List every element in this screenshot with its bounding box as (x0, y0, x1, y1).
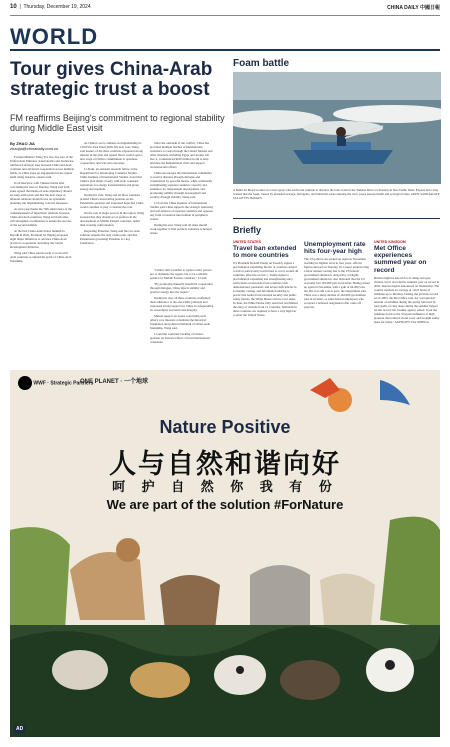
foam-boat-illustration (233, 72, 441, 184)
byline-email[interactable]: zhaojia@chinadaily.com.cn (10, 146, 59, 151)
ad-title: Nature Positive (159, 417, 291, 437)
brief-item[interactable] (374, 240, 440, 376)
photo-caption: A Delhi Jal Board worker on a boat sprays anti-surfactant solution to dissolve the toxic foam in the Yamuna River on Tuesday in New Delhi, India. Experts have long warned that the foam, caused by untreated sewage, detergents, and industrial waste entering the river, poses serious health and ecological risks. ARUN SANKAR/AFP VIA GETTY IMAGES (233, 188, 440, 200)
issue-date: Thursday, December 19, 2024 (23, 4, 91, 10)
brief-item[interactable] (304, 240, 370, 357)
byline (10, 141, 58, 151)
ad-slogan-chinese-2: 呵 护 自 然 你 我 有 份 (112, 480, 338, 495)
paragraph: Wang said China stands ready to work with Arab countries to uphold the spirit of China-Arab friendship. (10, 251, 72, 263)
advertisement[interactable] (10, 370, 440, 737)
byline-author: By ZHAO JIA (10, 141, 35, 146)
page-number: 10 (10, 4, 17, 10)
paragraph: As next year marks the 70th anniversary of the commencement of diplomatic relations between China and Arab countries, Wang and both sides will strengthen coordination to ensure the success of the second summit. (10, 207, 72, 227)
paragraph: On the role of major powers in the region, Wang stressed that they should act as partners in the development of Middle Eastern countries, rather than creating confrontation. (80, 211, 144, 227)
brief-headline: Met Office experiences summed year on record (374, 245, 427, 274)
paragraph: Li said the countries' backing of China's position on Taiwan reflects a broad international consensus. (150, 332, 210, 344)
paragraph: Li from the China Institute of International Studies said China supports the strategic autonomy and self-reliance of regional countries and opposes any form of external intervention in peripheral events. (150, 201, 214, 221)
brief-tag: UNITED STATES (233, 240, 262, 244)
section-title: WORLD (10, 24, 99, 49)
paragraph: "By promoting mutually beneficial cooperation through dialogue, China injects stability and positive energy into the region." (150, 282, 213, 294)
lead-column-2 (80, 141, 144, 360)
paragraph: "China's aim is neither to replace other powers nor to dominate the region, but to be a reliable partner for Middle Eastern countries," Li said. (150, 268, 212, 280)
paragraph: During his visit, Wang and all three countries praised China's unwavering position on the Palestinian question and expressed hope that China would continue to play a constructive role. (80, 193, 144, 209)
ad-slogan-chinese: 人与自然和谐向好 (109, 449, 341, 480)
lead-column-1 (10, 155, 74, 360)
paragraph: Foreign Minister Wang Yi's five-day tour of the United Arab Emirates, Saudi Arabia and Jordan has reinforced strategic trust between China and Arab countries and advanced cooperation across multiple fields, as China steps up engagement in the region amid rising tensions, experts said. (10, 155, 74, 179)
briefly-label: Briefly (233, 225, 262, 235)
paragraph: China encourages the international community to resolve disputes through dialogue and consultation by peaceful means, while continually strengthening regional countries' capacity and resilience for independent development, and promoting stability through development and security through stability, Wang said. (150, 171, 213, 199)
brief-tag: UNITED KINGDOM (374, 240, 406, 244)
lead-headline[interactable]: Tour gives China-Arab strategic trust a boost (10, 59, 213, 100)
masthead: CHINA DAILY 中國日報 (387, 5, 440, 11)
paragraph: During his tour, all three countries reaffirmed their adherence to the one-China principle and expressed strong support for China in safeguarding its sovereignty and territorial integrity. (150, 296, 214, 312)
brief-body: The US jobless rate picked up again in November, reaching its highest level in four years, official figures showed on Tuesday. In a report underscoring a labor market cooling due to the US federal government shutdown, delayed by a lengthy government shutdown, also indicated that the US economy lost 105,000 jobs in October. Hiring picked up again in November with a gain of 64,000 jobs, but this was still a slow pace, the Department said. There was a sharp decline of 162,000 government jobs in October, as some federal employees who accepted a deferred resignation offer came off payrolls. (304, 257, 370, 310)
brief-headline: Travel ban extended to more countries (233, 245, 297, 260)
paragraph: Mutual support on issues concerning each other's core interests constitutes the historical foundation and political hallmark of China-Arab friendship, Wang said. (150, 314, 211, 330)
news-photo[interactable] (233, 72, 441, 184)
paragraph: In an interview with Chinese media after concluding his tour on Tuesday, Wang said both sides agreed that heads-of-state diplomacy should set long-term goals and that the next stage of bilateral relations should focus on systematic planning and implementing concrete measures. (10, 181, 72, 205)
paragraph: Li Zixin, an assistant research fellow at the Department for Developing Countries Studies, China Institute of International Studies, noted that China's plan aligns closely with Arab countries' aspirations for energy transformation and green energy development. (80, 167, 142, 191)
brief-headline: Unemployment rate hits four-year high (304, 241, 366, 256)
paragraph: Since the outbreak of the conflict, China has provided multiple batches of humanitarian assistance to Gaza through the United Nations and other channels, including Egypt and Jordan. On Dec 4, it announced $100 million in aid to help alleviate the humanitarian crisis and support reconstruction efforts. (150, 141, 213, 169)
panda-icon (18, 376, 32, 390)
brief-item[interactable] (233, 240, 299, 361)
one-planet-logo: ONE PLANET · 一个地球 (80, 379, 149, 385)
ad-slogan-english: We are part of the solution #ForNature (106, 497, 344, 512)
photo-title: Foam battle (233, 58, 290, 69)
ad-label: AD (16, 726, 24, 732)
wwf-logo: WWF · Strategic Partners (18, 376, 93, 390)
page-header: 10 | Thursday, December 19, 2024 CHINA DAILY 中國日報 (10, 4, 440, 11)
paragraph: During his tour, Wang said all sides should work together to find political solutions to hotspot issues. (150, 223, 213, 235)
brief-body: Britain might be known for its damp and grey climate, but it recorded its sunniest year on record in 2025, meteorologists announced on Wednesday. The country notched an average of 1,622 hours of sunshine up to Monday, beating the previous record set in 2003, the Met Office said. An "exceptional" amount of sunshine during the spring followed by long spells of clear skies during the summer helped set the record, the weather agency added. It put the sunshine down to the "frequent influence of high pressure that reduced cloud cover and brought sunny skies for many." AGENCIES VIA XINHUA (374, 275, 440, 324)
lead-column-4 (150, 268, 214, 360)
section-rule (10, 49, 440, 51)
paragraph: At the first China-Arab States Summit in Riyadh in 2022, President Xi Jinping proposed eight major initiatives to advance China-Arab practical cooperation, including the Global Development Initiative. (10, 229, 69, 249)
header-rule (10, 15, 440, 16)
paragraph: As China is set to embark on implementing its 15th Five-Year Plan (2026-30) next year, Wang said leaders of the three countries expressed strong interest in the plan and agreed that it would open a new stage of China's commitment to openness, cooperation, and win-win outcomes. (80, 141, 143, 165)
lead-subhead: FM reaffirms Beijing's commitment to regional stability during Middle East visit (10, 113, 225, 133)
paragraph: Regarding Palestine, Wang said the two-state solution remains the only viable path, and that Palestinians governing Palestine is a key foundation. (80, 229, 140, 245)
briefly-rule (233, 218, 440, 219)
brief-body: US President Donald Trump on Tuesday signed a proclamation expanding the list of countries subject to full or partial entry restrictions to cover around 40 countries, effective on Jan 1. Trump signed a proclamation expanding and strengthening entry restrictions on nationals from countries with demonstrated, persistent, and severe deficiencies in screening, vetting, and information-sharing to protect the nation from national security and public safety threats, the White House said in a fact sheet. In June, the White House fully restricted and limited the entry of citizens from 12 countries. Nationals in these countries are required to have a very high bar to enter the United States. (233, 261, 299, 318)
